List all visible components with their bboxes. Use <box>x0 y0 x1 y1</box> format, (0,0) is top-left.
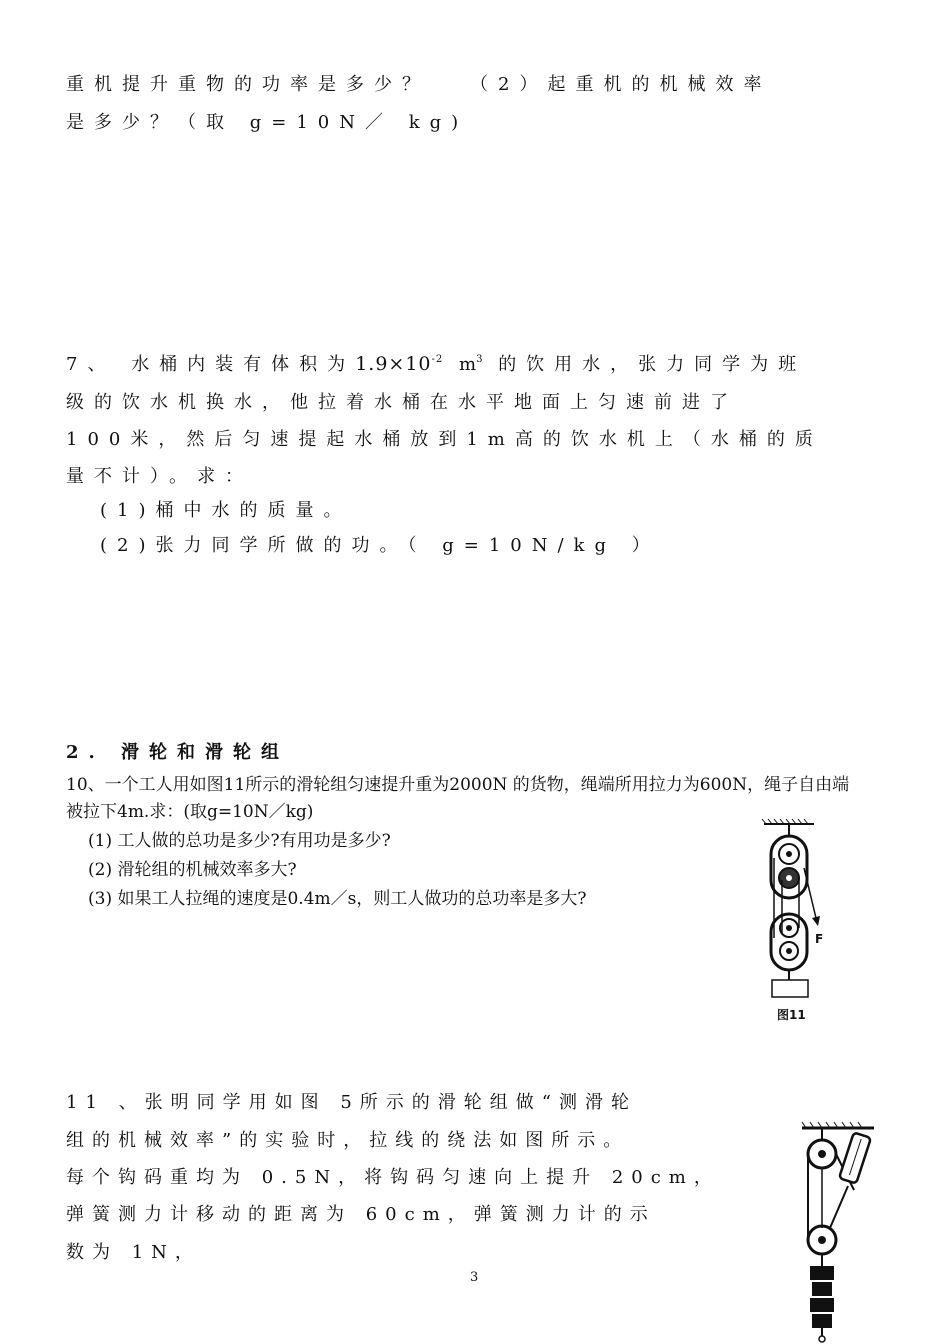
q7-line1 <box>66 350 806 376</box>
q7-line1-pre: 水桶内装有体积为 <box>131 354 356 375</box>
section-heading: 2. 滑轮和滑轮组 <box>66 742 290 763</box>
q6-line1a: 重机提升重物的功率是多少？ <box>66 74 430 95</box>
q11-line2: 组的机械效率”的实验时，拉线的绕法如图所示。 <box>66 1130 630 1151</box>
pulley-figure-11 <box>752 818 832 1008</box>
figure-caption: 图11 <box>777 1008 806 1022</box>
q10-sub1: (1) 工人做的总功是多少?有用功是多少? <box>88 831 391 851</box>
q11-line1: 11 、张明同学用如图 5所示的滑轮组做“测滑轮 <box>66 1092 638 1113</box>
page-number: 3 <box>470 1270 479 1285</box>
q7-line4: 量不计）。求： <box>66 466 253 487</box>
q11-line3: 每个钩码重均为 0.5N，将钩码匀速向上提升 20cm， <box>66 1167 720 1188</box>
q10-line1: 10、一个工人用如图11所示的滑轮组匀速提升重为2000N 的货物，绳端所用拉力为600N，绳子自由端 <box>66 775 850 795</box>
q11-line5: 数为 1N， <box>66 1242 201 1263</box>
q6-line1b: （2）起重机的机械效率 <box>470 74 772 95</box>
force-label: F <box>815 932 824 946</box>
q6-line1 <box>66 70 771 96</box>
q7-volume-unit: $m^3$ <box>459 354 483 375</box>
q6-line2: 是多少？（取 g=10N／ kg) <box>66 112 469 133</box>
q7-volume-value: $1.9\times 10^{-2}$ <box>355 353 444 375</box>
q7-number: 7、 <box>66 354 116 375</box>
q11-line4: 弹簧测力计移动的距离为 60cm，弹簧测力计的示 <box>66 1204 656 1225</box>
q7-line2: 级的饮水机换水，他拉着水桶在水平地面上匀速前进了 <box>66 392 738 413</box>
q10-sub2: (2) 滑轮组的机械效率多大? <box>88 860 297 880</box>
q10-line2: 被拉下4m.求：(取g=10N／kg) <box>66 802 314 822</box>
q7-line3: 100米，然后匀速提起水桶放到1m高的饮水机上（水桶的质 <box>66 429 823 450</box>
q7-sub2: (2)张力同学所做的功。（ g=10N/kg ） <box>100 535 660 556</box>
q7-line1-post: 的饮用水，张力同学为班 <box>498 354 807 375</box>
pulley-figure-5 <box>792 1120 882 1344</box>
q10-sub3: (3) 如果工人拉绳的速度是0.4m／s，则工人做功的总功率是多大? <box>88 889 587 909</box>
q7-sub1: (1)桶中水的质量。 <box>100 500 352 521</box>
